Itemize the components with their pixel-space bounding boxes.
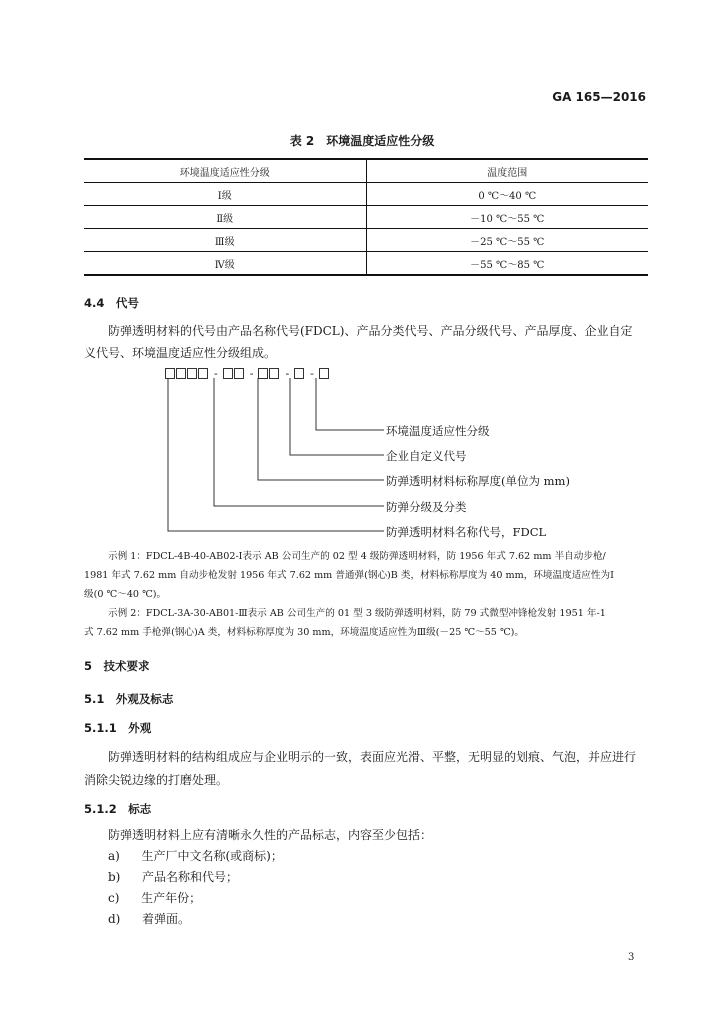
section-5-heading: 5 技术要求 bbox=[84, 659, 150, 673]
list-item-marker: d) bbox=[108, 912, 121, 926]
table-header-range: 温度范围 bbox=[366, 159, 648, 183]
table-cell-range: －25 ℃～55 ℃ bbox=[366, 229, 648, 252]
page-number: 3 bbox=[628, 952, 635, 963]
standard-code: GA 165—2016 bbox=[552, 90, 646, 104]
section-4-4-para-line1: 防弹透明材料的代号由产品名称代号(FDCL)、产品分类代号、产品分级代号、产品厚度、企业自定 bbox=[108, 324, 633, 338]
example-2-line1: 示例 2：FDCL-3A-30-AB01-Ⅲ表示 AB 公司生产的 01 型 3 级防弹透明材料，防 79 式微型冲锋枪发射 1951 年-1 bbox=[108, 608, 606, 619]
diagram-label-temperature-grade: 环境温度适应性分级 bbox=[386, 424, 490, 438]
list-item-marker: b) bbox=[108, 870, 121, 884]
section-5-1-1-para-line2: 消除尖锐边缘的打磨处理。 bbox=[84, 773, 229, 787]
table-header-grade: 环境温度适应性分级 bbox=[84, 159, 366, 183]
list-item-marker: c) bbox=[108, 891, 120, 905]
table-cell-range: 0 ℃～40 ℃ bbox=[366, 183, 648, 206]
example-1-line3: 级(0 ℃～40 ℃)。 bbox=[84, 589, 167, 600]
section-4-4-heading: 4.4 代号 bbox=[84, 296, 139, 310]
section-5-1-2-intro: 防弹透明材料上应有清晰永久性的产品标志，内容至少包括： bbox=[108, 828, 433, 842]
section-5-1-1-para-line1: 防弹透明材料的结构组成应与企业明示的一致，表面应光滑、平整，无明显的划痕、气泡，并应进行 bbox=[108, 750, 637, 764]
table-cell-grade: Ⅳ级 bbox=[84, 252, 366, 276]
list-item bbox=[108, 868, 238, 885]
list-item-text: 着弹面。 bbox=[142, 912, 191, 926]
table-cell-range: －55 ℃～85 ℃ bbox=[366, 252, 648, 276]
example-1-line2: 1981 年式 7.62 mm 自动步枪发射 1956 年式 7.62 mm 普通弹(钢心)B 类，材料标称厚度为 40 mm，环境温度适应性为Ⅰ bbox=[84, 570, 614, 581]
example-2-line2: 式 7.62 mm 手枪弹(钢心)A 类，材料标称厚度为 30 mm，环境温度适应性为Ⅲ级(－25 ℃～55 ℃)。 bbox=[84, 627, 525, 638]
list-item bbox=[108, 847, 283, 864]
list-item bbox=[108, 910, 190, 927]
section-5-1-1-heading: 5.1.1 外观 bbox=[84, 721, 152, 735]
table-cell-range: －10 ℃～55 ℃ bbox=[366, 206, 648, 229]
section-5-1-2-heading: 5.1.2 标志 bbox=[84, 802, 152, 816]
list-item-marker: a) bbox=[108, 849, 120, 863]
code-structure-boxes: - - - - bbox=[165, 366, 330, 380]
table-caption: 表 2 环境温度适应性分级 bbox=[289, 134, 435, 148]
section-5-1-heading: 5.1 外观及标志 bbox=[84, 692, 174, 706]
list-item-text: 产品名称和代号； bbox=[142, 870, 239, 884]
diagram-label-nominal-thickness: 防弹透明材料标称厚度(单位为 mm) bbox=[386, 474, 570, 488]
diagram-label-name-code: 防弹透明材料名称代号，FDCL bbox=[386, 525, 547, 539]
list-item-text: 生产厂中文名称(或商标)； bbox=[141, 849, 283, 863]
table-cell-grade: Ⅰ级 bbox=[84, 183, 366, 206]
section-4-4-para-line2: 义代号、环境温度适应性分级组成。 bbox=[84, 346, 277, 360]
list-item bbox=[108, 889, 201, 906]
table-cell-grade: Ⅲ级 bbox=[84, 229, 366, 252]
table-cell-grade: Ⅱ级 bbox=[84, 206, 366, 229]
diagram-label-grade-class: 防弹分级及分类 bbox=[386, 500, 467, 514]
example-1-line1: 示例 1：FDCL-4B-40-AB02-Ⅰ表示 AB 公司生产的 02 型 4 级防弹透明材料，防 1956 年式 7.62 mm 半自动步枪/ bbox=[108, 551, 606, 562]
list-item-text: 生产年份； bbox=[141, 891, 202, 905]
diagram-label-enterprise-code: 企业自定义代号 bbox=[386, 449, 467, 463]
